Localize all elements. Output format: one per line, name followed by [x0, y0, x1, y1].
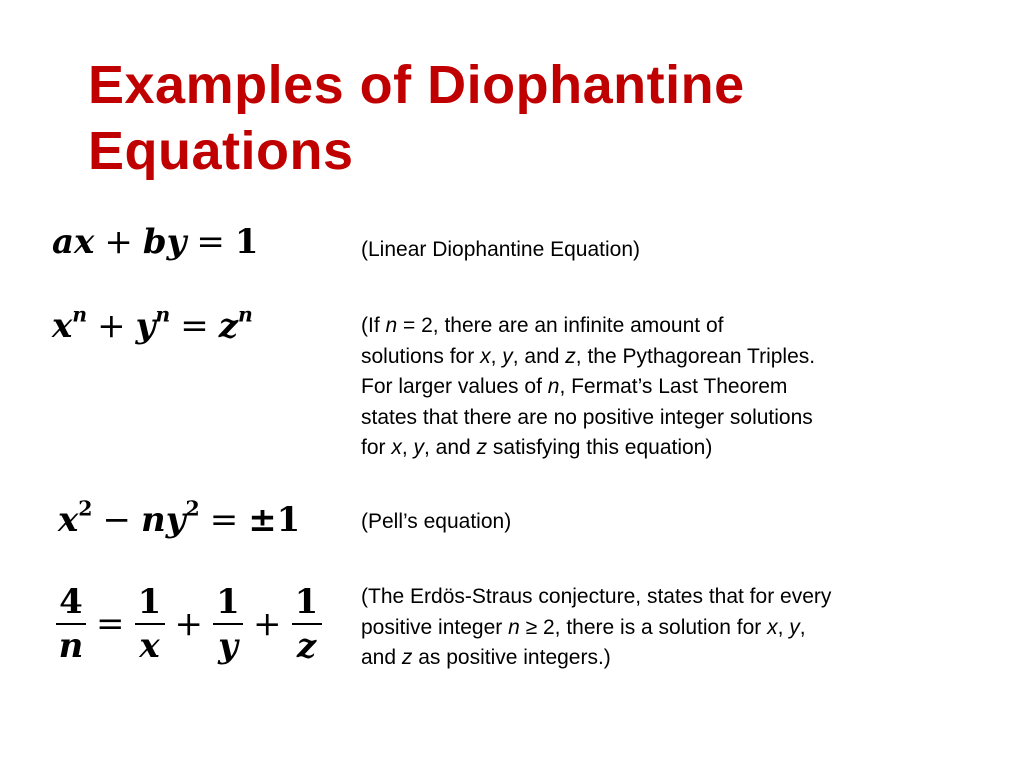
italic-var: x: [480, 344, 491, 368]
text: ,: [490, 344, 503, 368]
var-y: y: [166, 222, 187, 262]
pell-description: [361, 507, 961, 538]
var-z: z: [218, 306, 239, 346]
italic-var: y: [789, 615, 800, 639]
text: ,: [777, 615, 790, 639]
fraction-bar: [213, 623, 243, 625]
description-line: (The Erdös-Straus conjecture, states that for every: [361, 585, 832, 608]
text: , and: [512, 344, 566, 368]
description-line: [361, 643, 961, 674]
italic-var: x: [391, 436, 402, 459]
description-line: states that there are no positive integer solutions: [361, 405, 813, 429]
description-line: (Pell’s equation): [361, 510, 512, 533]
numerator: 4: [59, 582, 83, 622]
numerator: 1: [137, 582, 162, 622]
text: (If: [361, 314, 386, 337]
text: ,: [401, 436, 414, 459]
fermat-equation: [52, 302, 253, 346]
numerator: 1: [216, 582, 240, 622]
var-x: x: [58, 500, 79, 540]
denominator: z: [296, 626, 317, 666]
description-line: [361, 433, 961, 464]
description-line: [361, 372, 961, 403]
italic-var: x: [767, 615, 778, 639]
var-y: y: [165, 500, 186, 540]
linear-description: [361, 235, 961, 266]
fraction-bar: [292, 623, 322, 625]
linear-equation: [52, 222, 259, 262]
description-line: (Linear Diophantine Equation): [361, 238, 641, 261]
italic-var: y: [413, 436, 425, 459]
var-n: n: [140, 500, 166, 540]
fraction-4-over-n: [56, 582, 86, 666]
italic-var: n: [508, 615, 520, 639]
italic-var: z: [476, 436, 488, 459]
denominator: x: [139, 626, 160, 666]
exponent-n: n: [72, 302, 88, 327]
text: as positive integers.): [412, 646, 611, 669]
var-x: x: [74, 222, 95, 262]
italic-var: z: [401, 646, 413, 669]
erdos-straus-equation: [52, 582, 326, 666]
fraction-1-over-x: [135, 582, 165, 666]
text: , and: [424, 436, 477, 459]
exponent-2: 2: [78, 496, 93, 521]
fraction-1-over-y: [213, 582, 243, 666]
pell-equation: [58, 496, 301, 540]
equals-sign: =: [209, 500, 239, 540]
italic-var: n: [385, 314, 398, 337]
text: and: [361, 646, 402, 669]
text: satisfying this equation): [487, 436, 713, 459]
text: for: [361, 436, 392, 459]
plus-sign: +: [253, 604, 282, 644]
coef-a: a: [52, 222, 75, 262]
var-x: x: [52, 306, 73, 346]
equals-sign: =: [196, 222, 225, 262]
italic-var: z: [565, 344, 576, 368]
exponent-2: 2: [185, 496, 200, 521]
coef-b: b: [142, 222, 167, 262]
numerator: 1: [294, 582, 319, 622]
plus-sign: +: [174, 604, 203, 644]
rhs-value: 1: [234, 222, 259, 262]
text: , the Pythagorean Triples.: [575, 344, 816, 368]
denominator: y: [218, 626, 238, 666]
rhs-value: ±1: [248, 500, 301, 540]
fraction-1-over-z: [292, 582, 322, 666]
var-y: y: [135, 306, 156, 346]
plus-sign: +: [104, 222, 133, 262]
exponent-n: n: [238, 302, 253, 327]
title-line-1: Examples of Diophantine: [88, 55, 745, 115]
text: , Fermat’s Last Theorem: [559, 375, 788, 398]
description-line: [361, 342, 961, 373]
description-line: [361, 311, 961, 342]
description-line: [361, 613, 961, 644]
text: solutions for: [361, 344, 481, 368]
italic-var: n: [547, 375, 560, 398]
text: ,: [799, 615, 806, 639]
equals-sign: =: [180, 306, 209, 346]
text: = 2, there are an infinite amount of: [397, 314, 724, 337]
text: ≥ 2, there is a solution for: [519, 615, 768, 639]
fraction-bar: [135, 623, 165, 625]
slide-title: [88, 52, 948, 184]
minus-sign: −: [102, 500, 131, 540]
fraction-bar: [56, 623, 86, 625]
fermat-description: [361, 311, 961, 464]
exponent-n: n: [155, 302, 171, 327]
italic-var: y: [502, 344, 513, 368]
denominator: n: [58, 626, 84, 666]
text: positive integer: [361, 615, 509, 639]
equals-sign: =: [96, 604, 125, 644]
text: For larger values of: [361, 375, 548, 398]
erdos-straus-description: [361, 582, 961, 674]
plus-sign: +: [97, 306, 126, 346]
title-line-2: Equations: [88, 121, 354, 181]
